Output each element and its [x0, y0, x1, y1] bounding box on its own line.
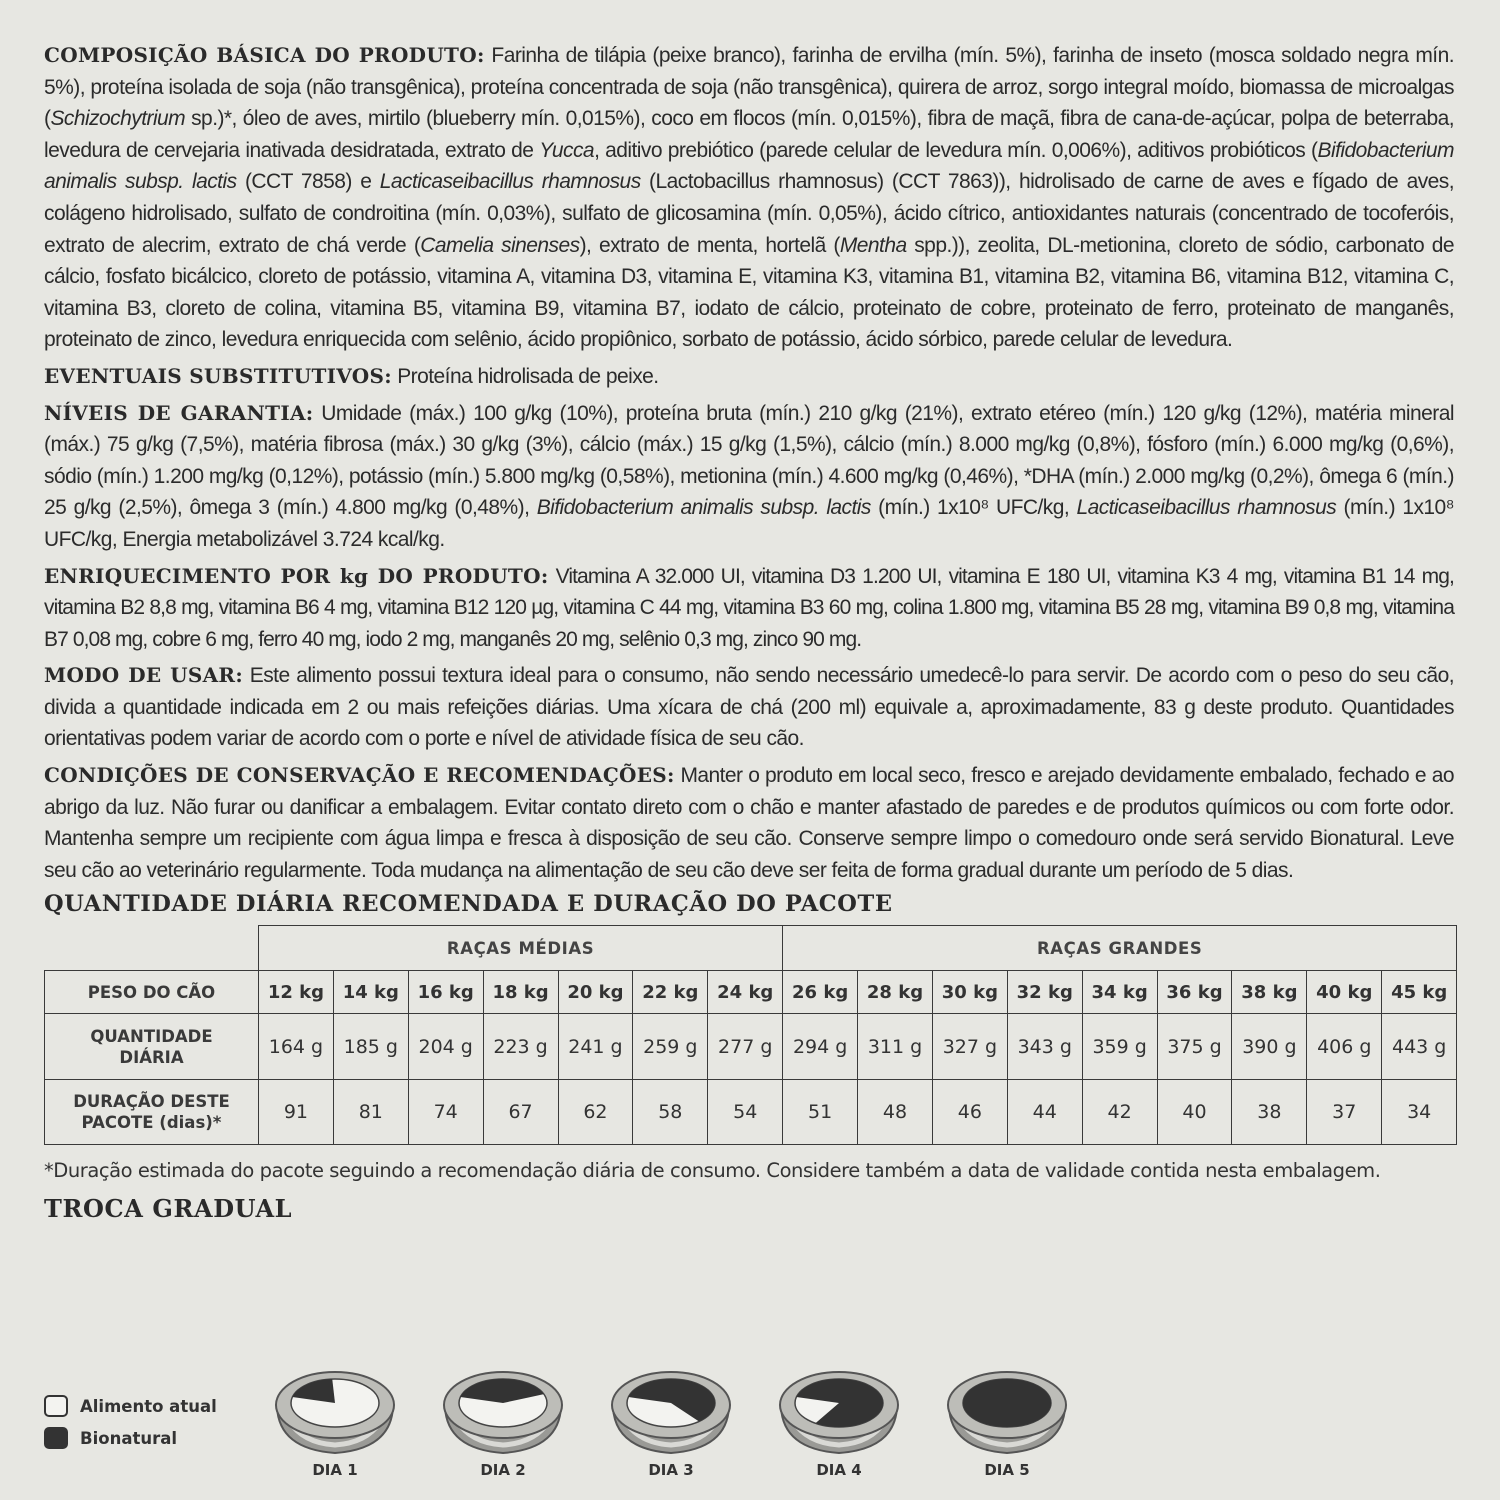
group-medias: RAÇAS MÉDIAS [259, 926, 783, 971]
garantia-heading: NÍVEIS DE GARANTIA: [44, 400, 314, 425]
table-row [45, 971, 1457, 1014]
duracao-cell: 34 [1382, 1080, 1457, 1145]
row-label-duracao [45, 1080, 259, 1145]
day-label: DIA 3 [648, 1461, 694, 1479]
composicao-italic: Schizochytrium [50, 107, 186, 131]
quantidade-cell: 204 g [408, 1014, 483, 1080]
composicao-text: sp.)*, óleo de aves, mirtilo (blueberry mín. 0,015%), coco em flocos (mín. 0,015%), fibra de maçã, fibra de cana-de-açúcar, polpa de beterraba, levedura de cervejaria inativada desidratada, extrato de [44, 107, 1454, 162]
peso-cell: 30 kg [932, 971, 1007, 1014]
bowl-day [270, 1365, 400, 1479]
composicao-text: (Lactobacillus rhamnosus) (CCT 7863)), hidrolisado de carne de aves e fígado de aves, colágeno hidrolisado, sulfato de condroitina (mín. 0,03%), sulfato de glicosamina (mín. 0,05%), ácido cítrico, antioxidantes naturais (concentrado de tocoferóis, extrato de alecrim, extrato de chá verde ( [44, 170, 1455, 257]
quantidade-cell: 343 g [1007, 1014, 1082, 1080]
peso-cell: 12 kg [259, 971, 334, 1014]
legend-item-bionatural [44, 1422, 217, 1454]
composicao-heading: COMPOSIÇÃO BÁSICA DO PRODUTO: [44, 43, 485, 67]
peso-cell: 28 kg [858, 971, 933, 1014]
food-bionatural [963, 1379, 1051, 1427]
duracao-cell: 58 [633, 1080, 708, 1145]
peso-cell: 14 kg [333, 971, 408, 1014]
table-row [45, 1014, 1457, 1080]
legend-label: Alimento atual [80, 1396, 217, 1416]
modo-heading: MODO DE USAR: [44, 663, 244, 688]
legend-swatch-light-icon [44, 1395, 68, 1417]
peso-cell: 36 kg [1157, 971, 1232, 1014]
quantidade-cell: 185 g [333, 1014, 408, 1080]
quantidade-cell: 390 g [1232, 1014, 1307, 1080]
peso-cell: 34 kg [1082, 971, 1157, 1014]
troca-title: TROCA GRADUAL [44, 1194, 293, 1224]
bowl-icon [945, 1365, 1069, 1457]
row-label-line: DIÁRIA [119, 1047, 184, 1067]
table-title: QUANTIDADE DIÁRIA RECOMENDADA E DURAÇÃO DO PACOTE [44, 891, 893, 918]
substitutivos-heading: EVENTUAIS SUBSTITUTIVOS: [44, 363, 392, 388]
quantidade-cell: 241 g [558, 1014, 633, 1080]
substitutivos-paragraph [44, 361, 1454, 393]
row-label-line: QUANTIDADE [90, 1026, 213, 1046]
peso-cell: 45 kg [1382, 971, 1457, 1014]
duracao-cell: 54 [708, 1080, 783, 1145]
group-grandes: RAÇAS GRANDES [783, 926, 1457, 971]
bowl-icon [609, 1365, 733, 1457]
duracao-cell: 38 [1232, 1080, 1307, 1145]
row-label-quantidade [45, 1014, 259, 1080]
day-label: DIA 1 [312, 1461, 358, 1479]
enriquecimento-paragraph [44, 561, 1454, 656]
table-row [45, 926, 1457, 971]
legend-swatch-dark-icon [44, 1427, 68, 1449]
duracao-cell: 74 [408, 1080, 483, 1145]
row-label-peso: PESO DO CÃO [45, 971, 259, 1014]
duracao-cell: 51 [783, 1080, 858, 1145]
peso-cell: 26 kg [783, 971, 858, 1014]
bowl-icon [273, 1365, 397, 1457]
peso-cell: 38 kg [1232, 971, 1307, 1014]
bowl-day [942, 1365, 1072, 1479]
bowl-icon [777, 1365, 901, 1457]
composicao-italic: Mentha [839, 233, 907, 257]
quantidade-cell: 375 g [1157, 1014, 1232, 1080]
quantidade-cell: 327 g [932, 1014, 1007, 1080]
composicao-italic: Camelia sinenses [420, 233, 580, 257]
duracao-cell: 44 [1007, 1080, 1082, 1145]
table-row [45, 1080, 1457, 1145]
garantia-text: (mín.) 1x10⁸ UFC/kg, [870, 496, 1077, 520]
duracao-cell: 62 [558, 1080, 633, 1145]
garantia-italic: Lacticaseibacillus rhamnosus [1076, 496, 1337, 520]
quantity-table [44, 925, 1457, 1145]
peso-cell: 24 kg [708, 971, 783, 1014]
quantidade-cell: 223 g [483, 1014, 558, 1080]
row-label-line: DURAÇÃO DESTE [73, 1092, 230, 1112]
day-label: DIA 4 [816, 1461, 862, 1479]
footnote: *Duração estimada do pacote seguindo a recomendação diária de consumo. Considere também a data de validade contida nesta embalagem. [44, 1159, 1381, 1183]
composicao-text: ), extrato de menta, hortelã ( [579, 233, 840, 257]
table-corner [45, 926, 259, 971]
gradual-change-bowls [270, 1365, 1030, 1485]
bowl-icon [441, 1365, 565, 1457]
modo-text: Este alimento possui textura ideal para o consumo, não sendo necessário umedecê-lo para servir. De acordo com o peso do seu cão, divida a quantidade indicada em 2 ou mais refeições diárias. Uma xícara de chá (200 ml) equivale a, aproximadamente, 83 g deste produto. Quantidades orientativas podem variar de acordo com o porte e nível de atividade física de seu cão. [44, 664, 1454, 751]
peso-cell: 16 kg [408, 971, 483, 1014]
composicao-text: Farinha de tilápia (peixe branco), farinha de ervilha (mín. 5%), farinha de inseto (mosca soldado negra mín. 5%), proteína isolada de soja (não transgênica), proteína concentrada de soja (não transgênica), quirera de arroz, sorgo integral moído, biomassa de microalgas ( [44, 44, 1454, 131]
garantia-paragraph [44, 398, 1454, 556]
composicao-italic: Bifidobacterium animalis subsp. lactis [44, 138, 1454, 194]
composicao-text: , aditivo prebiótico (parede celular de levedura mín. 0,006%), aditivos probióticos ( [594, 138, 1318, 162]
substitutivos-text: Proteína hidrolisada de peixe. [391, 364, 659, 388]
bowl-day [606, 1365, 736, 1479]
quantidade-cell: 164 g [259, 1014, 334, 1080]
duracao-cell: 40 [1157, 1080, 1232, 1145]
quantidade-cell: 359 g [1082, 1014, 1157, 1080]
duracao-cell: 42 [1082, 1080, 1157, 1145]
peso-cell: 18 kg [483, 971, 558, 1014]
duracao-cell: 37 [1307, 1080, 1382, 1145]
legend [44, 1390, 217, 1454]
conservacao-text: Manter o produto em local seco, fresco e arejado devidamente embalado, fechado e ao abrigo da luz. Não furar ou danificar a embalagem. Evitar contato direto com o chão e manter afastado de paredes e de produtos químicos ou com forte odor. Mantenha sempre um recipiente com água limpa e fresca à disposição de seu cão. Conserve sempre limpo o comedouro onde será servido Bionatural. Leve seu cão ao veterinário regularmente. Toda mudança na alimentação de seu cão deve ser feita de forma gradual durante um período de 5 dias. [44, 764, 1454, 882]
quantidade-cell: 294 g [783, 1014, 858, 1080]
composicao-text: (CCT 7858) e [236, 170, 380, 194]
duracao-cell: 46 [932, 1080, 1007, 1145]
quantidade-cell: 311 g [858, 1014, 933, 1080]
garantia-text: Umidade (máx.) 100 g/kg (10%), proteína bruta (mín.) 210 g/kg (21%), extrato etéreo (mín.) 120 g/kg (12%), matéria mineral (máx.) 75 g/kg (7,5%), matéria fibrosa (máx.) 30 g/kg (3%), cálcio (máx.) 15 g/kg (1,5%), cálcio (mín.) 8.000 mg/kg (0,8%), fósforo (mín.) 6.000 mg/kg (0,6%), sódio (mín.) 1.200 mg/kg (0,12%), potássio (mín.) 5.800 mg/kg (0,58%), metionina (mín.) 4.600 mg/kg (0,46%), *DHA (mín.) 2.000 mg/kg (0,2%), ômega 6 (mín.) 25 g/kg (2,5%), ômega 3 (mín.) 4.800 mg/kg (0,48%), [44, 401, 1454, 520]
composicao-paragraph [44, 40, 1454, 356]
conservacao-paragraph [44, 760, 1454, 886]
quantidade-cell: 406 g [1307, 1014, 1382, 1080]
bowl-day [438, 1365, 568, 1479]
conservacao-heading: CONDIÇÕES DE CONSERVAÇÃO E RECOMENDAÇÕES: [44, 763, 675, 788]
quantidade-cell: 277 g [708, 1014, 783, 1080]
duracao-cell: 81 [333, 1080, 408, 1145]
peso-cell: 20 kg [558, 971, 633, 1014]
legend-item-atual [44, 1390, 217, 1422]
row-label-line: PACOTE (dias)* [81, 1113, 222, 1133]
composicao-text: spp.)), zeolita, DL-metionina, cloreto de sódio, carbonato de cálcio, fosfato bicálcico, cloreto de potássio, vitamina A, vitamina D3, vitamina E, vitamina K3, vitamina B1, vitamina B2, vitamina B6, vitamina B12, vitamina C, vitamina B3, cloreto de colina, vitamina B5, vitamina B9, vitamina B7, iodato de cálcio, proteinato de cobre, proteinato de ferro, proteinato de manganês, proteinato de zinco, levedura enriquecida com selênio, ácido propiônico, sorbato de potássio, ácido sórbico, parede celular de levedura. [44, 233, 1454, 352]
peso-cell: 22 kg [633, 971, 708, 1014]
day-label: DIA 5 [984, 1461, 1030, 1479]
peso-cell: 32 kg [1007, 971, 1082, 1014]
composicao-italic: Lacticaseibacillus rhamnosus [379, 170, 641, 194]
peso-cell: 40 kg [1307, 971, 1382, 1014]
enriquecimento-text: Vitamina A 32.000 UI, vitamina D3 1.200 UI, vitamina E 180 UI, vitamina K3 4 mg, vitamina B1 14 mg, vitamina B2 8,8 mg, vitamina B6 4 mg, vitamina B12 120 µg, vitamina C 44 mg, vitamina B3 60 mg, colina 1.800 mg, vitamina B5 28 mg, vitamina B9 0,8 mg, vitamina B7 0,08 mg, cobre 6 mg, ferro 40 mg, iodo 2 mg, manganês 20 mg, selênio 0,3 mg, zinco 90 mg. [44, 564, 1454, 651]
garantia-text: (mín.) 1x10⁸ UFC/kg, Energia metabolizável 3.724 kcal/kg. [44, 496, 1454, 551]
garantia-italic: Bifidobacterium animalis subsp. lactis [536, 496, 871, 520]
bowl-day [774, 1365, 904, 1479]
duracao-cell: 48 [858, 1080, 933, 1145]
quantidade-cell: 259 g [633, 1014, 708, 1080]
duracao-cell: 91 [259, 1080, 334, 1145]
duracao-cell: 67 [483, 1080, 558, 1145]
day-label: DIA 2 [480, 1461, 526, 1479]
enriquecimento-heading: ENRIQUECIMENTO POR kg DO PRODUTO: [44, 563, 549, 588]
composicao-italic: Yucca [539, 138, 595, 162]
modo-paragraph [44, 660, 1454, 755]
legend-label: Bionatural [80, 1428, 178, 1448]
quantidade-cell: 443 g [1382, 1014, 1457, 1080]
